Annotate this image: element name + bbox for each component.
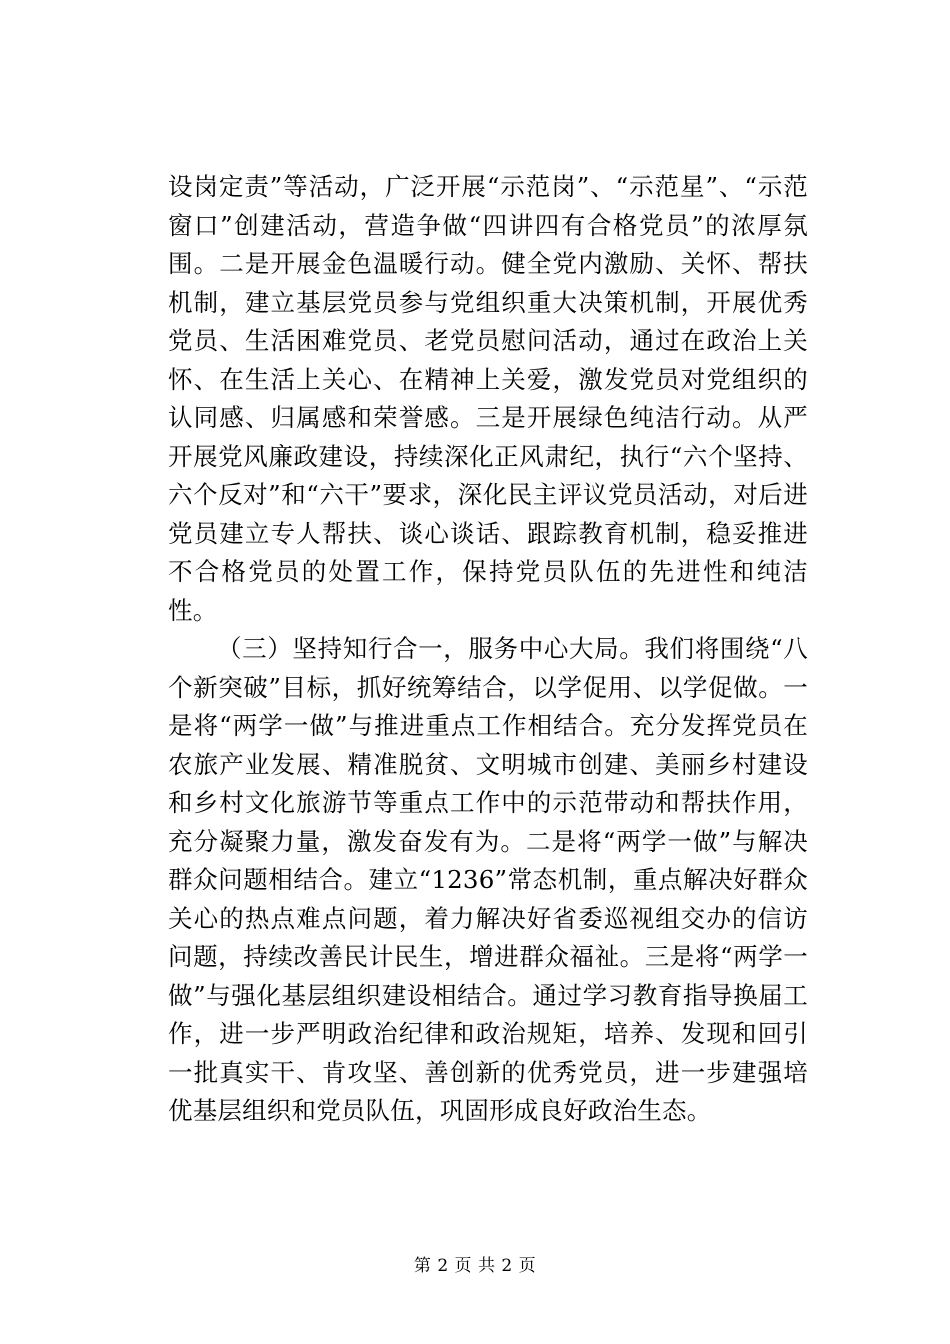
paragraph-continuation: 设岗定责”等活动，广泛开展“示范岗”、“示范星”、“示范窗口”创建活动，营造争做“四讲四有合格党员”的浓厚氛围。二是开展金色温暖行动。健全党内激励、关怀、帮扶机制，建立基层党员参与党组织重大决策机制，开展优秀党员、生活困难党员、老党员慰问活动，通过在政治上关怀、在生活上关心、在精神上关爱，激发党员对党组织的认同感、归属感和荣誉感。三是开展绿色纯洁行动。从严开展党风廉政建设，持续深化正风肃纪，执行“六个坚持、六个反对”和“六干”要求，深化民主评议党员活动，对后进党员建立专人帮扶、谈心谈话、跟踪教育机制，稳妥推进不合格党员的处置工作，保持党员队伍的先进性和纯洁性。 — [168, 172, 808, 625]
paragraph-section-three: （三）坚持知行合一，服务中心大局。我们将围绕“八个新突破”目标，抓好统筹结合，以学促用、以学促做。一是将“两学一做”与推进重点工作相结合。充分发挥党员在农旅产业发展、精准脱贫、文明城市创建、美丽乡村建设和乡村文化旅游节等重点工作中的示范带动和帮扶作用，充分凝聚力量，激发奋发有为。二是将“两学一做”与解决群众问题相结合。建立“1236”常态机制，重点解决好群众关心的热点难点问题，着力解决好省委巡视组交办的信访问题，持续改善民计民生，增进群众福祉。三是将“两学一做”与强化基层组织建设相结合。通过学习教育指导换届工作，进一步严明政治纪律和政治规矩，培养、发现和回引一批真实干、肯攻坚、善创新的优秀党员，进一步建强培优基层组织和党员队伍，巩固形成良好政治生态。 — [168, 634, 808, 1125]
document-body — [168, 168, 808, 1131]
page-number-footer: 第 2 页 共 2 页 — [413, 1256, 537, 1276]
